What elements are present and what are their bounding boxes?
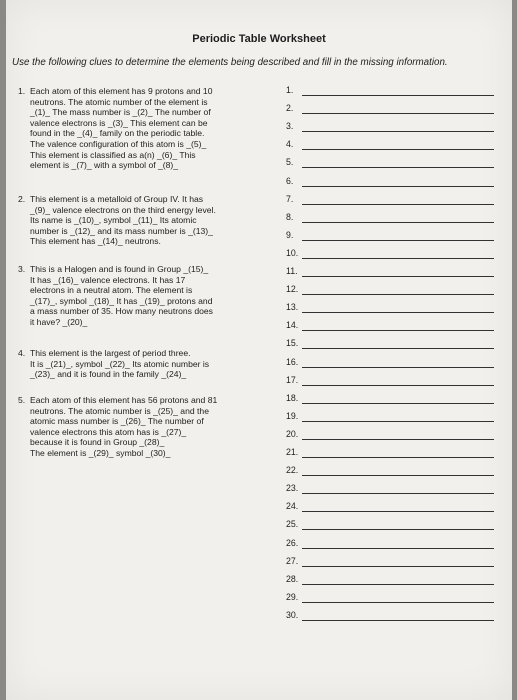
answer-number: 8.: [286, 211, 294, 222]
answer-number: 26.: [286, 537, 299, 548]
answer-blank-line[interactable]: [302, 113, 494, 114]
question-number: 3.: [18, 264, 26, 274]
answer-blank-line[interactable]: [302, 204, 494, 205]
answer-number: 29.: [286, 591, 299, 602]
answer-blank-line[interactable]: [302, 529, 494, 530]
question-line: it have? _(20)_: [30, 316, 88, 327]
answer-number: 15.: [286, 338, 299, 349]
question-text: [30, 395, 283, 459]
answer-number: 1.: [286, 85, 294, 95]
answer-blank-line[interactable]: [302, 602, 494, 603]
answer-blank-line[interactable]: [302, 149, 494, 150]
question-line: neutrons. The atomic number is _(25)_ and the: [30, 405, 209, 416]
answer-number: 16.: [286, 356, 299, 367]
question-number: 5.: [18, 395, 26, 405]
answer-blank-line[interactable]: [302, 620, 494, 621]
question-3: [18, 264, 283, 328]
question-line: number is _(12)_ and its mass number is _(13)_: [30, 225, 213, 236]
answer-blank-line[interactable]: [302, 511, 494, 512]
answer-blank-line[interactable]: [302, 294, 494, 295]
question-line: found in the _(4)_ family on the periodic table.: [30, 128, 205, 139]
question-line: Its name is _(10)_, symbol _(11)_ Its atomic: [30, 215, 197, 226]
worksheet-page: [6, 0, 512, 700]
answer-blank-line[interactable]: [302, 258, 494, 259]
answer-number: 6.: [286, 175, 294, 186]
question-line: valence electrons is _(3)_ This element can be: [30, 117, 208, 128]
answer-blank-line[interactable]: [302, 95, 494, 96]
question-number: 2.: [18, 194, 26, 204]
question-line: _(1)_ The mass number is _(2)_ The number of: [30, 107, 211, 118]
answer-blank-line[interactable]: [302, 240, 494, 241]
answer-blank-line[interactable]: [302, 566, 494, 567]
answer-number: 21.: [286, 447, 299, 457]
question-5: [18, 395, 283, 459]
question-line: Each atom of this element has 9 protons and 10: [30, 86, 213, 96]
answer-blank-line[interactable]: [302, 312, 494, 313]
answer-blank-line[interactable]: [302, 167, 494, 168]
question-4: [18, 348, 283, 380]
question-text: [30, 86, 283, 171]
answer-number: 25.: [286, 519, 299, 530]
question-line: _(23)_ and it is found in the family _(24)_: [30, 369, 187, 380]
answer-blank-line[interactable]: [302, 457, 494, 458]
answer-blank-line[interactable]: [302, 276, 494, 277]
question-number: 1.: [18, 86, 26, 96]
question-line: It is _(21)_, symbol _(22)_ Its atomic number is: [30, 358, 210, 369]
answer-number: 13.: [286, 302, 299, 313]
question-line: a mass number of 35. How many neutrons does: [30, 306, 213, 317]
answer-number: 27.: [286, 555, 299, 566]
answer-number: 28.: [286, 573, 299, 584]
answer-blank-line[interactable]: [302, 584, 494, 585]
question-2: [18, 194, 283, 247]
instructions: Use the following clues to determine the elements being described and fill in the missing information.: [12, 57, 448, 68]
answer-number: 14.: [286, 320, 299, 331]
answer-number: 2.: [286, 103, 294, 114]
question-number: 4.: [18, 348, 26, 358]
answer-blank-line[interactable]: [302, 222, 494, 223]
question-line: neutrons. The atomic number of the element is: [30, 96, 208, 107]
answer-number: 7.: [286, 193, 294, 204]
answer-number: 5.: [286, 157, 294, 168]
answer-number: 30.: [286, 609, 299, 620]
answer-blank-line[interactable]: [302, 330, 494, 331]
answer-blank-line[interactable]: [302, 548, 494, 549]
question-line: The element is _(29)_ symbol _(30)_: [30, 447, 171, 458]
answer-number: 4.: [286, 139, 294, 150]
answer-blank-line[interactable]: [302, 439, 494, 440]
question-text: [30, 348, 283, 380]
question-line: _(9)_ valence electrons on the third energy level.: [30, 204, 216, 215]
answer-blank-line[interactable]: [302, 421, 494, 422]
answer-blank-line[interactable]: [302, 131, 494, 132]
question-text: [30, 264, 283, 328]
question-text: [30, 194, 283, 247]
question-line: because it is found in Group _(28)_: [30, 437, 165, 448]
answer-number: 23.: [286, 483, 299, 494]
answer-number: 17.: [286, 374, 299, 385]
question-line: Each atom of this element has 56 protons and 81: [30, 395, 218, 405]
answer-blank-line[interactable]: [302, 493, 494, 494]
question-line: element is _(7)_ with a symbol of _(8)_: [30, 160, 179, 171]
page-title: Periodic Table Worksheet: [192, 33, 326, 45]
answer-number: 19.: [286, 410, 299, 421]
answer-number: 24.: [286, 501, 299, 512]
question-1: [18, 86, 283, 171]
answer-number: 18.: [286, 392, 299, 403]
answer-blank-line[interactable]: [302, 348, 494, 349]
question-line: _(17)_, symbol _(18)_ It has _(19)_ protons and: [30, 295, 213, 306]
question-line: This element has _(14)_ neutrons.: [30, 236, 161, 247]
answer-blank-line[interactable]: [302, 475, 494, 476]
question-line: It has _(16)_ valence electrons. It has 17: [30, 274, 186, 285]
answer-blank-line[interactable]: [302, 367, 494, 368]
question-line: This element is a metalloid of Group IV. It has: [30, 194, 204, 204]
question-line: atomic mass number is _(26)_ The number of: [30, 416, 204, 427]
question-line: This is a Halogen and is found in Group _(15)_: [30, 264, 209, 274]
answer-number: 11.: [286, 266, 298, 276]
answer-number: 20.: [286, 428, 299, 439]
question-line: This element is the largest of period three.: [30, 348, 191, 358]
answer-blank-line[interactable]: [302, 385, 494, 386]
question-line: This element is classified as a(n) _(6)_ This: [30, 149, 196, 160]
answer-blank-line[interactable]: [302, 186, 494, 187]
question-line: The valence configuration of this atom is _(5)_: [30, 138, 207, 149]
question-line: valence electrons this atom has is _(27)_: [30, 426, 187, 437]
answer-number: 3.: [286, 121, 294, 132]
question-line: electrons in a neutral atom. The element is: [30, 285, 193, 296]
answer-number: 12.: [286, 284, 299, 295]
answer-number: 10.: [286, 247, 299, 258]
answer-number: 22.: [286, 465, 299, 476]
answer-number: 9.: [286, 229, 294, 240]
answer-blank-line[interactable]: [302, 403, 494, 404]
